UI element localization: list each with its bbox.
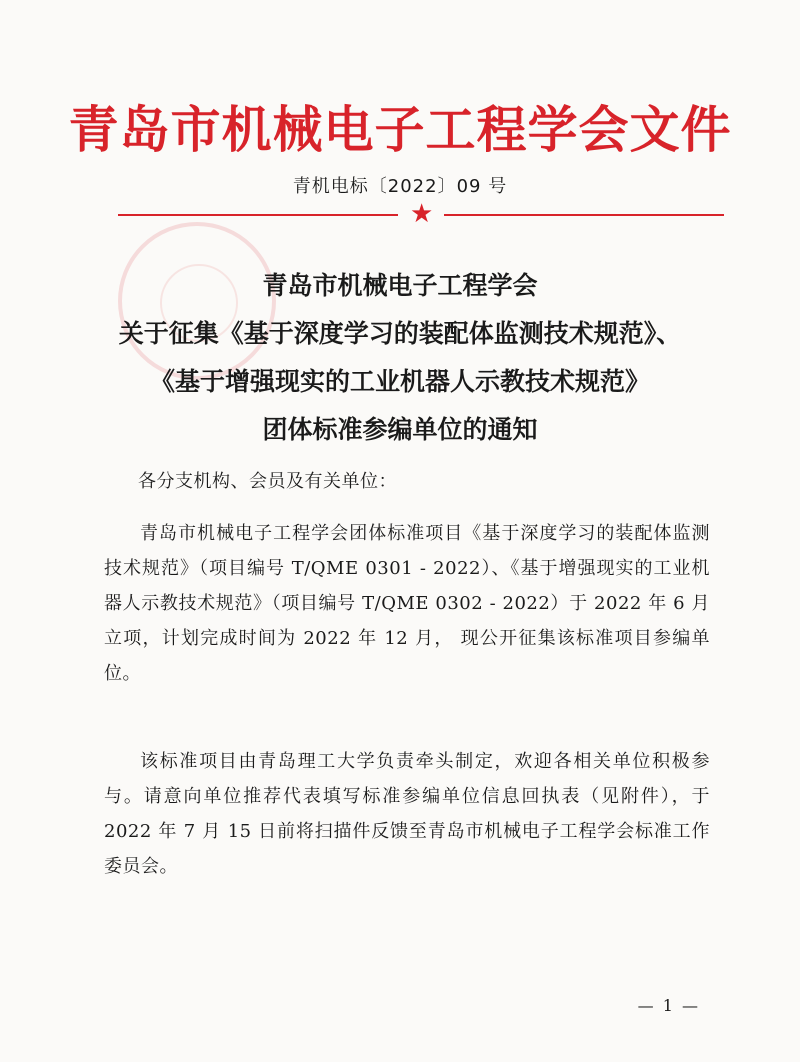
notice-title-line: 青岛市机械电子工程学会 — [262, 271, 538, 300]
body-paragraph: 该标准项目由青岛理工大学负责牵头制定，欢迎各相关单位积极参与。请意向单位推荐代表填写标准参编单位信息回执表（见附件），于 2022 年 7 月 15 日前将扫描件反馈至青岛市机械电子工程学会标准工作委员会。 — [104, 751, 710, 877]
page-number: — 1 — — [637, 996, 700, 1015]
body-paragraph: 青岛市机械电子工程学会团体标准项目《基于深度学习的装配体监测技术规范》（项目编号 T/QME 0301 - 2022）、《基于增强现实的工业机器人示教技术规范》（项目编号 T/QME 0302 - 2022）于 2022 年 6 月立项，计划完成时间为 2022 年 12 月， 现公开征集该标准项目参编单位。 — [104, 523, 710, 684]
document-number: 青机电标〔2022〕09 号 — [292, 176, 508, 197]
header-divider — [118, 199, 724, 229]
notice-title — [0, 262, 800, 454]
star-icon: ★ — [410, 199, 434, 229]
divider-rule-left — [118, 214, 398, 216]
org-header-title: 青岛市机械电子工程学会文件 — [68, 101, 732, 159]
notice-title-line: 关于征集《基于深度学习的装配体监测技术规范》、 — [118, 319, 682, 348]
divider-rule-right — [444, 214, 724, 216]
salutation: 各分支机构、会员及有关单位： — [138, 471, 397, 492]
notice-title-line: 团体标准参编单位的通知 — [262, 415, 538, 444]
notice-title-line: 《基于增强现实的工业机器人示教技术规范》 — [149, 367, 650, 396]
